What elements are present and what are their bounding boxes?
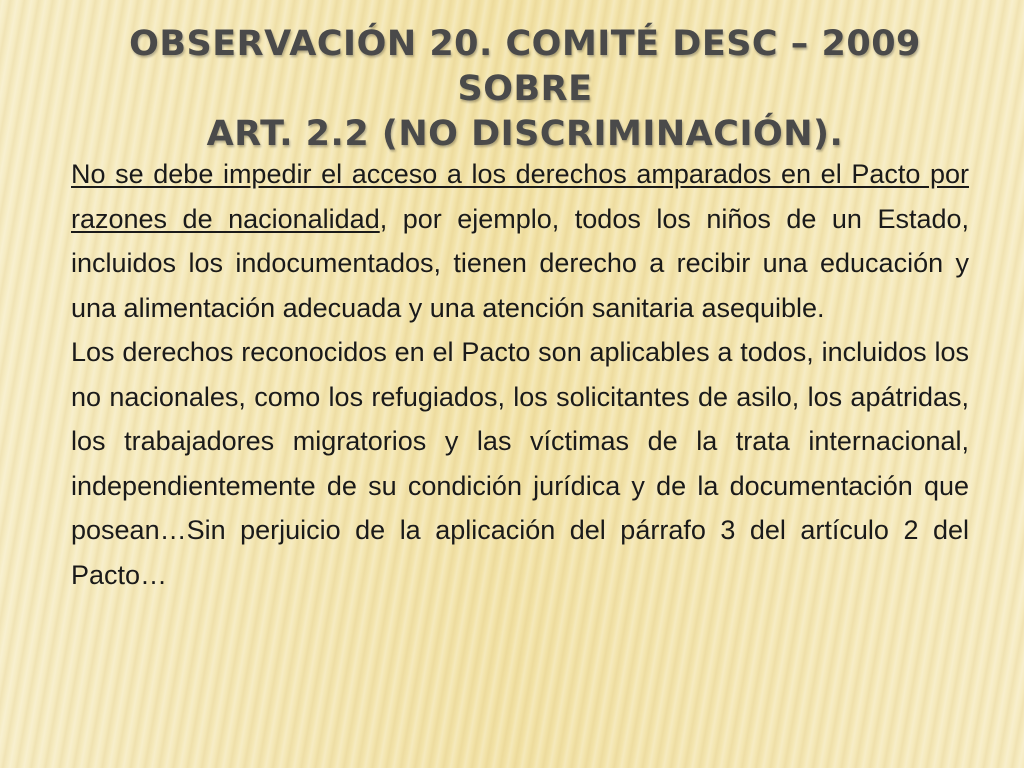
slide-title: [100, 22, 950, 157]
slide-body: [71, 152, 969, 597]
slide-title-line-2: ART. 2.2 (NO DISCRIMINACIÓN).: [206, 114, 844, 154]
paragraph-nationality: [71, 152, 969, 330]
paragraph-nationality-rest: , por ejemplo, todos los niños de un Estado, incluidos los indocumentados, tienen derecho a recibir una educación y una alimentación adecuada y una atención sanitaria asequible.: [71, 203, 970, 323]
slide-title-line-1: OBSERVACIÓN 20. COMITÉ DESC – 2009 SOBRE: [129, 24, 921, 109]
paragraph-non-nationals: Los derechos reconocidos en el Pacto son aplicables a todos, incluidos los no nacionales, como los refugiados, los solicitantes de asilo, los apátridas, los trabajadores migratorios y las víctimas de la trata internacional, independientemente de su condición jurídica y de la documentación que posean…Sin perjuicio de la aplicación del párrafo 3 del artículo 2 del Pacto…: [71, 337, 969, 590]
underlined-phrase: No se debe impedir el acceso a los derechos amparados en el Pacto por razones de nacionalidad: [71, 159, 969, 234]
